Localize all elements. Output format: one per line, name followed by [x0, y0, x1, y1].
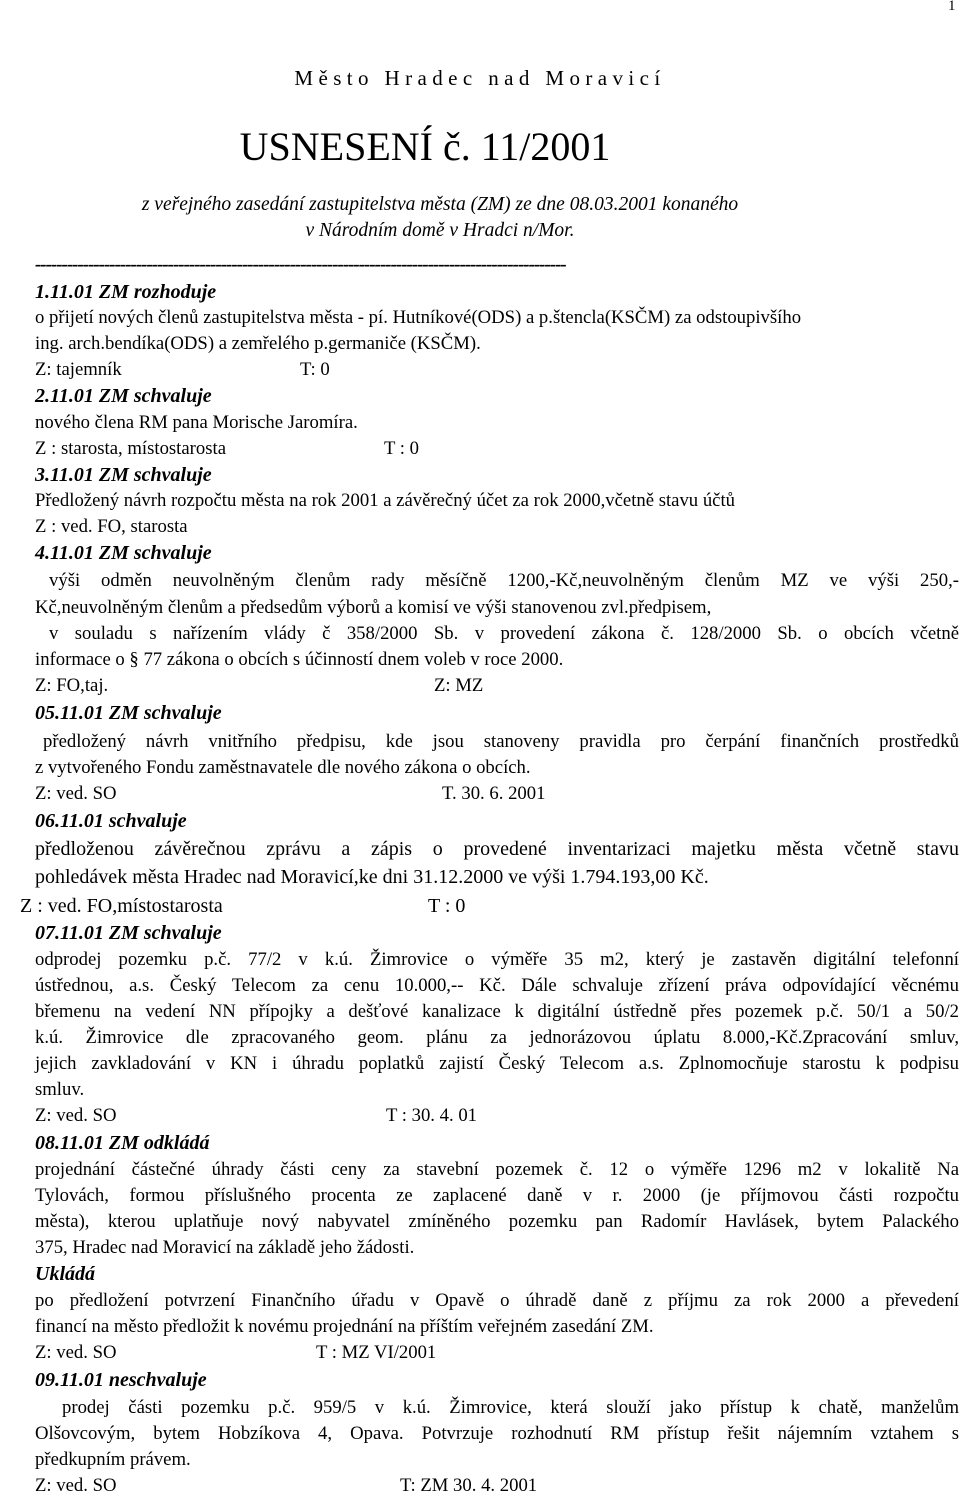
item-2-heading: 2.11.01 ZM schvaluje [35, 385, 212, 407]
item-4-text-3: v souladu s nařízením vlády č 358/2000 Sb. v provedení zákona č. 128/2000 Sb. o obcích včetně [49, 623, 959, 644]
item-6-deadline: T : 0 [428, 895, 466, 917]
item-7-deadline: T : 30. 4. 01 [386, 1105, 478, 1126]
item-6-responsible: Z : ved. FO,místostarosta [20, 895, 223, 917]
item-8-heading: 08.11.01 ZM odkládá [35, 1132, 210, 1154]
item-9-heading: 09.11.01 neschvaluje [35, 1369, 207, 1391]
item-5-responsible: Z: ved. SO [35, 783, 117, 804]
item-8-text-3: města), kterou uplatňuje nový nabyvatel zmíněného pozemku pan Radomír Havlásek, bytem Palackého [35, 1211, 959, 1232]
item-4-heading: 4.11.01 ZM schvaluje [35, 542, 212, 564]
item-7-text-2: ústřednou, a.s. Český Telecom za cenu 10.000,-- Kč. Dále schvaluje zřízení práva odpovídající věcnému [35, 975, 959, 996]
item-3-responsible: Z : ved. FO, starosta [35, 516, 188, 537]
item-8-text-5: po předložení potvrzení Finančního úřadu v Opavě o úhradě daně z příjmu za rok 2000 a převedení [35, 1290, 959, 1311]
item-5-text-2: z vytvořeného Fondu zaměstnavatele dle nového zákona o obcích. [35, 757, 531, 778]
item-4-text-1: výši odměn neuvolněným členům rady měsíčně 1200,-Kč,neuvolněným členům MZ ve výši 250,- [49, 570, 959, 591]
item-8-text-1: projednání částečné úhrady části ceny za stavební pozemek č. 12 o výměře 1296 m2 v lokalitě Na [35, 1159, 959, 1180]
item-1-text-1: o přijetí nových členů zastupitelstva města - pí. Hutníkové(ODS) a p.štencla(KSČM) za odstoupivšího [35, 307, 802, 328]
item-1-text-2: ing. arch.bendíka(ODS) a zemřelého p.germaniče (KSČM). [35, 333, 481, 354]
item-9-deadline: T: ZM 30. 4. 2001 [400, 1475, 538, 1496]
item-5-heading: 05.11.01 ZM schvaluje [35, 702, 222, 724]
item-7-heading: 07.11.01 ZM schvaluje [35, 922, 222, 944]
item-3-text-1: Předložený návrh rozpočtu města na rok 2001 a závěrečný účet za rok 2000,včetně stavu účtů [35, 490, 735, 511]
item-2-text-1: nového člena RM pana Morische Jaromíra. [35, 412, 358, 433]
item-7-text-4: k.ú. Žimrovice dle zpracovaného geom. plánu za jednorázovou úplatu 8.000,-Kč.Zpracování smluv, [35, 1027, 959, 1048]
item-7-text-6: smluv. [35, 1079, 85, 1100]
item-4-text-2: Kč,neuvolněným členům a předsedům výborů a komisí ve výši stanovenou zvl.předpisem, [35, 597, 712, 618]
item-7-responsible: Z: ved. SO [35, 1105, 117, 1126]
subtitle-line-2: v Národním domě v Hradci n/Mor. [305, 220, 575, 241]
item-6-text-2: pohledávek města Hradec nad Moravicí,ke dni 31.12.2000 ve výši 1.794.193,00 Kč. [35, 866, 709, 888]
item-1-responsible: Z: tajemník [35, 359, 122, 380]
town-name: Město Hradec nad Moravicí [294, 66, 666, 90]
item-7-text-3: břemenu na vedení NN přípojky a dešťové kanalizace k digitální ústředně přes pozemek p.č. 50/1 a 50/2 [35, 1001, 959, 1022]
separator-line: ---------------------------------------------------------------------------------------------------- [35, 254, 566, 275]
item-2-deadline: T : 0 [384, 438, 419, 459]
subtitle-line-1: z veřejného zasedání zastupitelstva města (ZM) ze dne 08.03.2001 konaného [141, 194, 739, 215]
item-1-deadline: T: 0 [300, 359, 330, 380]
item-8-heading-2: Ukládá [35, 1263, 95, 1285]
item-5-deadline: T. 30. 6. 2001 [442, 783, 546, 804]
item-4-text-4: informace o § 77 zákona o obcích s účinností dnem voleb v roce 2000. [35, 649, 564, 670]
item-4-responsible: Z: FO,taj. [35, 675, 109, 696]
item-1-heading: 1.11.01 ZM rozhoduje [35, 281, 217, 303]
item-8-text-4: 375, Hradec nad Moravicí na základě jeho žádosti. [35, 1237, 415, 1258]
item-8-deadline: T : MZ VI/2001 [316, 1342, 437, 1363]
item-2-responsible: Z : starosta, místostarosta [35, 438, 226, 459]
document-title: USNESENÍ č. 11/2001 [239, 124, 611, 169]
item-7-text-5: jejich zavkladování v KN i úhradu poplatků zajistí Český Telecom a.s. Zplnomocňuje starostu k podpisu [35, 1053, 959, 1074]
page-number: 1 [948, 0, 956, 14]
item-7-text-1: odprodej pozemku p.č. 77/2 v k.ú. Žimrovice o výměře 35 m2, který je zastavěn digitální telefonní [35, 949, 959, 970]
item-3-heading: 3.11.01 ZM schvaluje [35, 464, 212, 486]
item-5-text-1: předložený návrh vnitřního předpisu, kde jsou stanoveny pravidla pro čerpání finančních prostředků [43, 731, 959, 752]
item-6-heading: 06.11.01 schvaluje [35, 810, 187, 832]
item-9-text-2: Olšovcovým, bytem Hobzíkova 4, Opava. Potvrzuje rozhodnutí RM přístup řešit nájemním vztahem s [35, 1423, 959, 1444]
item-9-responsible: Z: ved. SO [35, 1475, 117, 1496]
item-8-responsible: Z: ved. SO [35, 1342, 117, 1363]
item-4-deadline: Z: MZ [434, 675, 484, 696]
item-8-text-6: financí na město předložit k novému projednání na příštím veřejném zasedání ZM. [35, 1316, 654, 1337]
item-9-text-3: předkupním právem. [35, 1449, 191, 1470]
item-8-text-2: Tylovách, formou příslušného procenta ze zaplacené daně v r. 2000 (je příjmovou části rozpočtu [35, 1185, 959, 1206]
item-6-text-1: předloženou závěrečnou zprávu a zápis o provedené inventarizaci majetku města včetně stavu [35, 838, 959, 860]
item-9-text-1: prodej části pozemku p.č. 959/5 v k.ú. Žimrovice, která slouží jako přístup k chatě, manželům [62, 1397, 959, 1418]
